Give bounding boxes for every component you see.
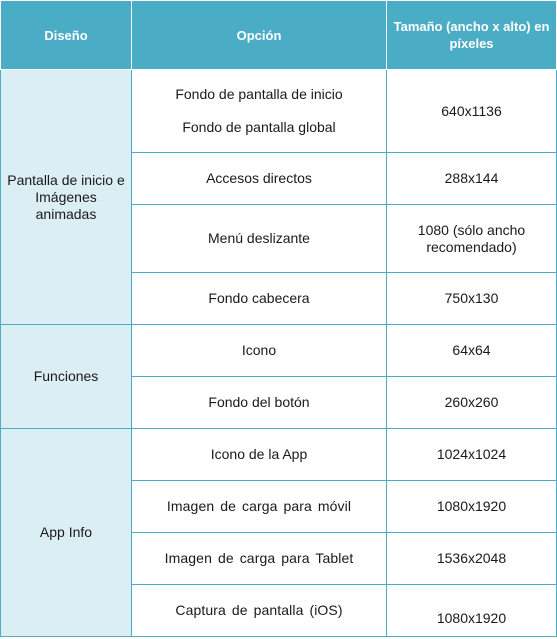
option-cell: Imagen de carga para móvil xyxy=(132,481,387,533)
option-cell: Fondo del botón xyxy=(132,377,387,429)
size-cell: 260x260 xyxy=(387,377,557,429)
size-cell: 1536x2048 xyxy=(387,533,557,585)
table-body xyxy=(1,70,557,637)
size-cell: 1080 (sólo ancho recomendado) xyxy=(387,205,557,273)
size-cell: 640x1136 xyxy=(387,70,557,153)
size-cell: 1080x1920 xyxy=(387,481,557,533)
size-cell: 64x64 xyxy=(387,325,557,377)
header-option: Opción xyxy=(132,1,387,70)
group-cell-functions: Funciones xyxy=(1,325,132,429)
size-value: 1080x1920 xyxy=(436,610,507,626)
option-cell: Menú deslizante xyxy=(132,205,387,273)
option-cell: Accesos directos xyxy=(132,153,387,205)
option-cell: Captura de pantalla (iOS) xyxy=(132,585,387,637)
option-label: Fondo de pantalla global xyxy=(182,119,336,135)
size-cell: 1024x1024 xyxy=(387,429,557,481)
option-cell: Icono de la App xyxy=(132,429,387,481)
size-cell: 288x144 xyxy=(387,153,557,205)
table-row xyxy=(1,325,557,377)
header-design: Diseño xyxy=(1,1,132,70)
table-header xyxy=(1,1,557,70)
size-cell: 750x130 xyxy=(387,273,557,325)
table-row xyxy=(1,70,557,153)
table-row xyxy=(1,429,557,481)
size-cell xyxy=(387,585,557,637)
option-cell: Icono xyxy=(132,325,387,377)
group-cell-app-info: App Info xyxy=(1,429,132,637)
option-cell xyxy=(132,70,387,153)
option-cell: Fondo cabecera xyxy=(132,273,387,325)
group-cell-home-screen: Pantalla de inicio e Imágenes animadas xyxy=(1,70,132,325)
option-cell: Imagen de carga para Tablet xyxy=(132,533,387,585)
header-size: Tamaño (ancho x alto) en píxeles xyxy=(387,1,557,70)
option-label: Fondo de pantalla de inicio xyxy=(175,86,343,102)
